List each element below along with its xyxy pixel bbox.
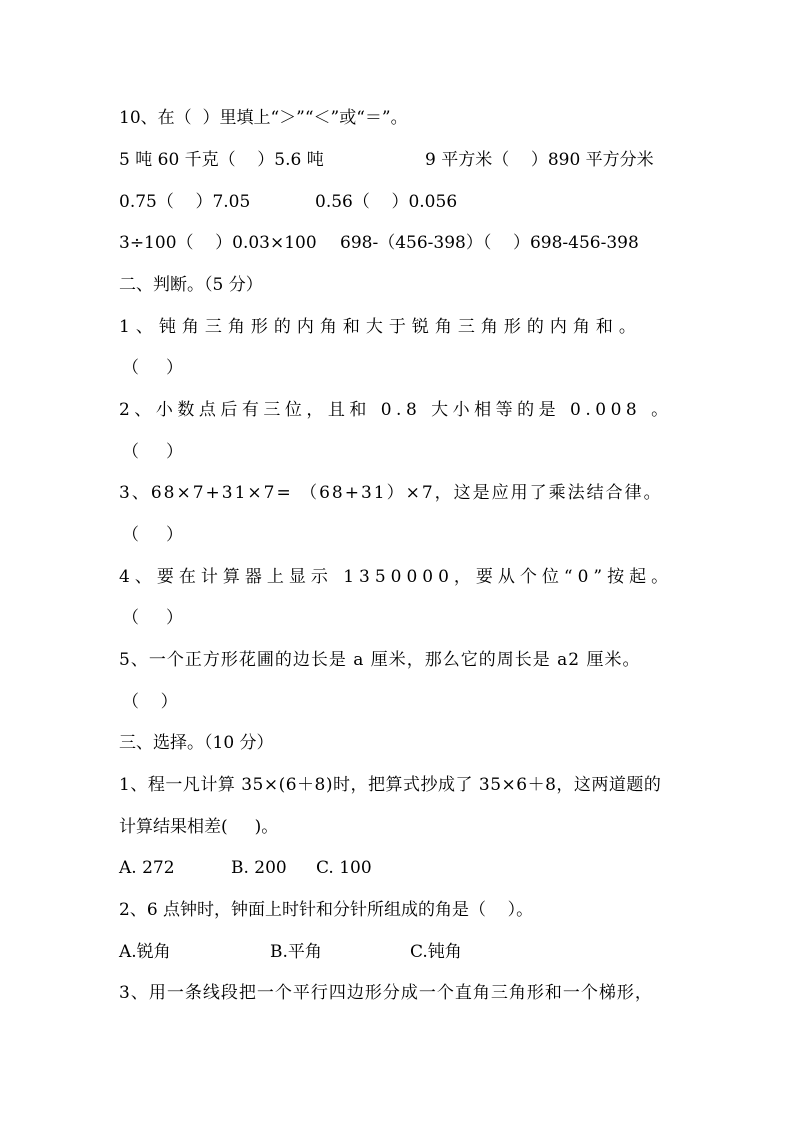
- choice-q1-option-a: A. 272: [119, 858, 175, 878]
- q10-row1-left: 5 吨 60 千克（ ）5.6 吨: [119, 150, 324, 170]
- judge-paren-1: （ ）: [122, 358, 184, 378]
- q10-row3-right: 698-（456-398）（ ）698-456-398: [340, 233, 639, 253]
- judge-paren-4: （ ）: [122, 608, 184, 628]
- judge-paren-5: （ ）: [122, 692, 178, 712]
- choice-q2-line: 2、6 点钟时，钟面上时针和分针所组成的角是（ ）。: [119, 900, 534, 920]
- judge-item-3: 3、68×7+31×7= （68+31）×7，这是应用了乘法结合律。: [119, 483, 663, 503]
- choice-q1-option-b: B. 200: [231, 858, 287, 878]
- q10-row2-right: 0.56（ ）0.056: [315, 192, 458, 212]
- choice-q3-line: 3、用一条线段把一个平行四边形分成一个直角三角形和一个梯形，: [119, 983, 653, 1003]
- q10-row1-right: 9 平方米（ ）890 平方分米: [425, 150, 654, 170]
- judge-item-2: 2、小数点后有三位，且和 0.8 大小相等的是 0.008 。: [119, 400, 673, 420]
- judge-paren-3: （ ）: [122, 525, 184, 545]
- choice-q2-option-b: B.平角: [270, 942, 322, 962]
- choice-q1-line1: 1、程一凡计算 35×(6＋8)时，把算式抄成了 35×6＋8，这两道题的: [119, 775, 662, 795]
- choice-q2-option-a: A.锐角: [119, 942, 171, 962]
- choice-q2-option-c: C.钝角: [410, 942, 462, 962]
- q10-row3-left: 3÷100（ ）0.03×100: [119, 233, 317, 253]
- judge-heading: 二、判断。（5 分）: [119, 275, 263, 295]
- judge-item-5: 5、一个正方形花圃的边长是 a 厘米，那么它的周长是 a2 厘米。: [119, 650, 641, 670]
- q10-title: 10、在（ ）里填上“＞”“＜”或“＝”。: [119, 108, 408, 128]
- judge-item-4: 4、要在计算器上显示 1350000，要从个位“0”按起。: [119, 567, 674, 587]
- choice-q1-line2: 计算结果相差( )。: [119, 817, 279, 837]
- q10-row2-left: 0.75（ ）7.05: [119, 192, 251, 212]
- judge-item-1: 1、钝角三角形的内角和大于锐角三角形的内角和。: [119, 317, 642, 337]
- judge-paren-2: （ ）: [122, 442, 184, 462]
- choice-q1-option-c: C. 100: [316, 858, 372, 878]
- choice-heading: 三、选择。（10 分）: [119, 733, 274, 753]
